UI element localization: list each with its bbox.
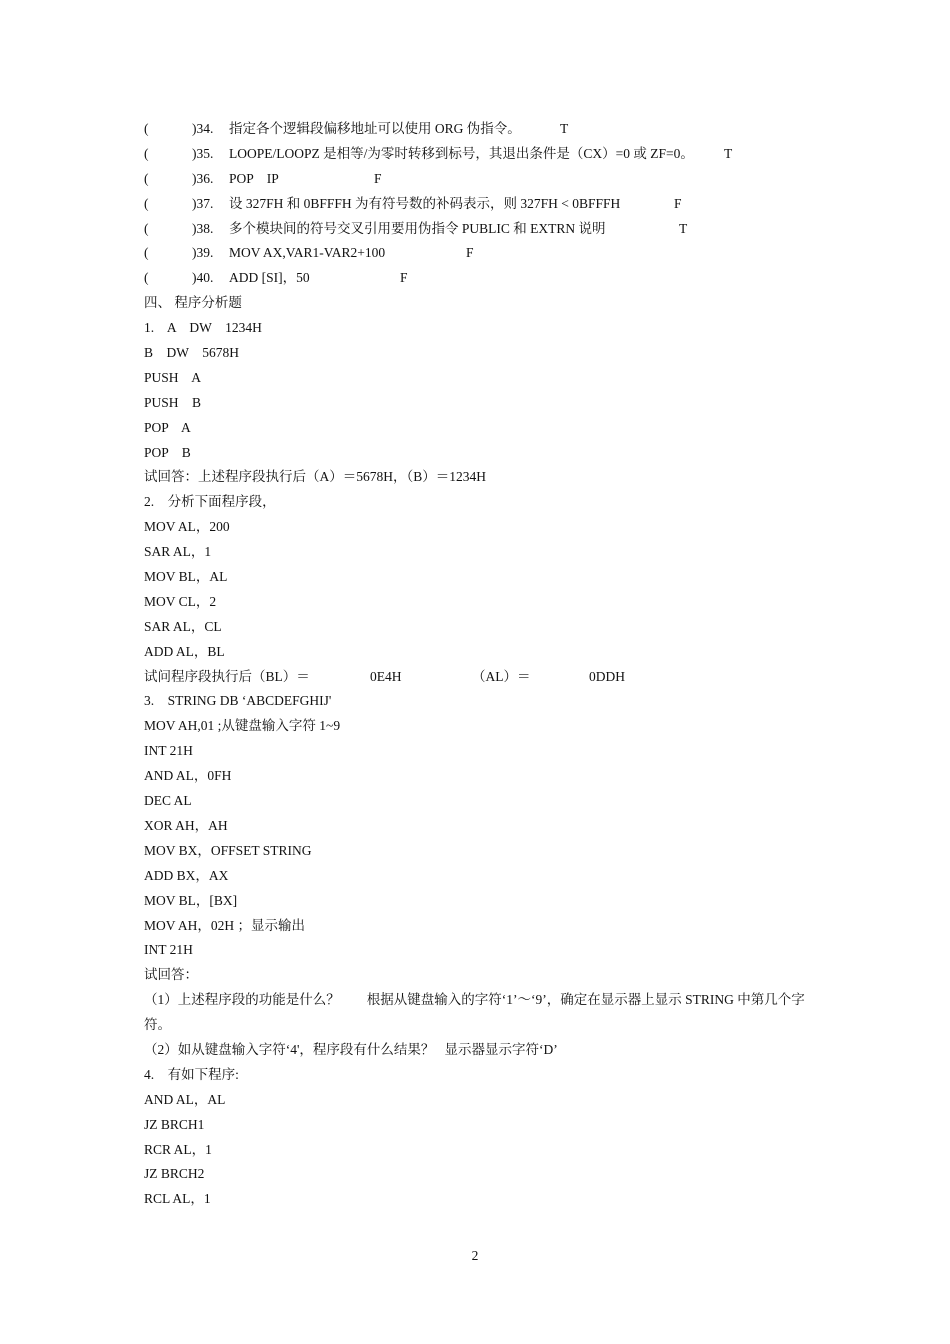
code-line: POP A: [144, 419, 191, 435]
code-line: AND AL，0FH: [144, 768, 232, 784]
code-line: DEC AL: [144, 793, 192, 809]
tf-number: )38.: [192, 220, 214, 236]
code-line: SAR AL，1: [144, 544, 212, 560]
code-line: MOV AH，02H ；显示输出: [144, 917, 306, 933]
tf-paren: (: [144, 270, 149, 286]
tf-answer: T: [679, 220, 688, 236]
tf-paren: (: [144, 220, 149, 236]
code-line: RCL AL，1: [144, 1191, 211, 1207]
tf-item-36: [144, 167, 814, 192]
tf-statement: LOOPE/LOOPZ 是相等/为零时转移到标号，其退出条件是（CX）=0 或 ZF=0。: [229, 145, 694, 161]
tf-paren: (: [144, 195, 149, 211]
tf-item-38: [144, 217, 814, 242]
answer-line: 试回答：上述程序段执行后（A）＝5678H，（B）＝1234H: [144, 469, 487, 485]
code-line: PUSH A: [144, 369, 202, 385]
tf-answer: F: [466, 245, 474, 261]
section-title: 四、 程序分析题: [144, 295, 242, 311]
code-line: MOV CL，2: [144, 593, 217, 609]
tf-answer: T: [724, 145, 733, 161]
tf-paren: (: [144, 145, 149, 161]
tf-statement: 指定各个逻辑段偏移地址可以使用 ORG 伪指令。: [229, 121, 521, 136]
tf-answer: F: [374, 170, 382, 186]
tf-answer: F: [674, 195, 682, 211]
question-heading: 3. STRING DB ‘ABCDEFGHIJ': [144, 693, 332, 709]
code-line: PUSH B: [144, 394, 202, 410]
tf-number: )39.: [192, 245, 214, 261]
code-line: RCR AL，1: [144, 1141, 212, 1157]
answer-2: （2）如从键盘输入字符‘4'，程序段有什么结果？ 显示器显示字符‘D’: [144, 1041, 558, 1057]
answer-1: （1）上述程序段的功能是什么？ 根据从键盘输入的字符‘1’～‘9’，确定在显示器上显示 STRING 中第几个字符。: [144, 992, 805, 1033]
tf-paren: (: [144, 121, 149, 136]
code-line: MOV AH,01 ;从键盘输入字符 1~9: [144, 718, 341, 734]
tf-statement: POP IP: [229, 170, 279, 186]
code-line: POP B: [144, 444, 191, 460]
page-number: 2: [471, 1248, 479, 1263]
tf-answer: T: [560, 121, 569, 136]
code-line: ADD AL，BL: [144, 643, 225, 659]
tf-statement: 多个模块间的符号交叉引用要用伪指令 PUBLIC 和 EXTRN 说明: [229, 220, 606, 236]
tf-statement: MOV AX,VAR1-VAR2+100: [229, 245, 386, 261]
code-line: MOV BL，AL: [144, 569, 228, 585]
tf-paren: (: [144, 245, 149, 261]
tf-number: )34.: [192, 121, 214, 136]
code-line: AND AL，AL: [144, 1091, 226, 1107]
answer-prompt: 试回答：: [144, 967, 198, 983]
code-line: B DW 5678H: [144, 345, 240, 361]
code-line: JZ BRCH1: [144, 1116, 205, 1132]
value-al: 0DDH: [589, 668, 625, 684]
code-line: MOV BL，[BX]: [144, 892, 238, 908]
code-line: MOV BX，OFFSET STRING: [144, 842, 312, 858]
question-heading: 2. 分析下面程序段，: [144, 494, 276, 510]
code-line: INT 21H: [144, 743, 193, 759]
page-content: [144, 117, 814, 1212]
tf-statement: 设 327FH 和 0BFFFH 为有符号数的补码表示，则 327FH < 0BFFFH: [229, 195, 621, 211]
code-line: JZ BRCH2: [144, 1166, 205, 1182]
tf-number: )35.: [192, 145, 214, 161]
tf-paren: (: [144, 170, 149, 186]
tf-item-40: [144, 266, 814, 291]
tf-answer: F: [400, 270, 408, 286]
code-line: SAR AL，CL: [144, 618, 222, 634]
code-line: 1. A DW 1234H: [144, 320, 262, 336]
code-line: INT 21H: [144, 942, 193, 958]
tf-number: )36.: [192, 170, 214, 186]
code-line: XOR AH，AH: [144, 817, 228, 833]
code-line: MOV AL，200: [144, 519, 230, 535]
question-heading: 4. 有如下程序:: [144, 1066, 239, 1082]
answer-line: [144, 665, 814, 690]
ask-bl: 试问程序段执行后（BL）＝: [144, 668, 310, 684]
tf-item-34: [144, 117, 814, 142]
tf-item-39: [144, 241, 814, 266]
tf-item-37: [144, 192, 814, 217]
code-line: ADD BX，AX: [144, 867, 229, 883]
tf-item-35: [144, 142, 814, 167]
value-bl: 0E4H: [370, 668, 402, 684]
tf-number: )40.: [192, 270, 214, 286]
ask-al: （AL）＝: [472, 668, 531, 684]
tf-number: )37.: [192, 195, 214, 211]
tf-statement: ADD [SI]，50: [229, 270, 310, 286]
